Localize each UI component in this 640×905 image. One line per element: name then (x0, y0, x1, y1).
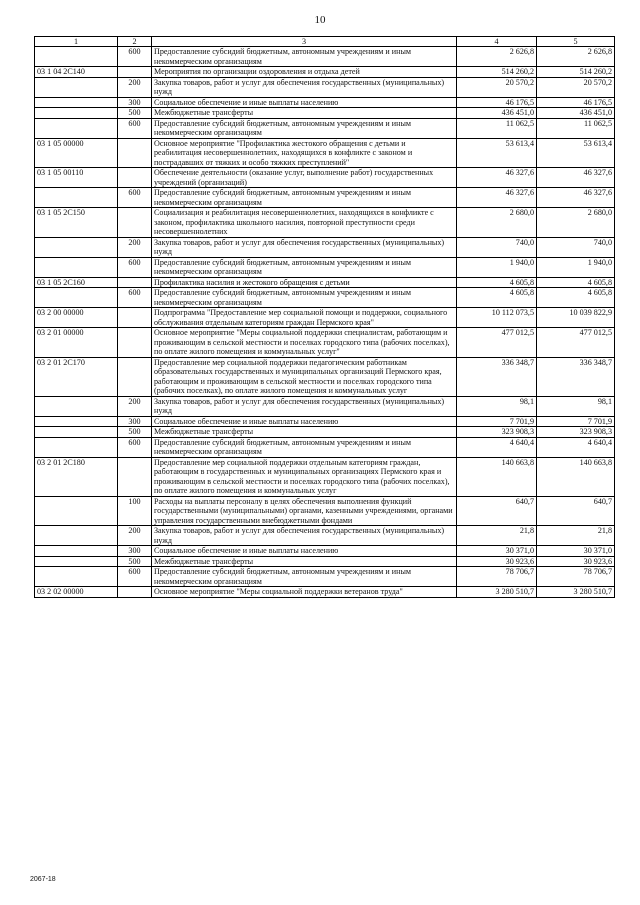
row-value-col5: 11 062,5 (537, 118, 615, 138)
row-value-col4: 1 940,0 (457, 257, 537, 277)
row-expense-type: 600 (118, 47, 152, 67)
row-value-col4: 21,8 (457, 526, 537, 546)
row-value-col4: 2 626,8 (457, 47, 537, 67)
row-code (35, 427, 118, 438)
row-code (35, 567, 118, 587)
row-value-col4: 53 613,4 (457, 138, 537, 168)
row-value-col5: 640,7 (537, 496, 615, 526)
row-code (35, 526, 118, 546)
table-row (35, 168, 615, 188)
row-value-col5: 46 327,6 (537, 168, 615, 188)
row-expense-type: 500 (118, 556, 152, 567)
table-row (35, 208, 615, 238)
row-name: Обеспечение деятельности (оказание услуг, выполнение работ) государственных учреждений (организаций) (152, 168, 457, 188)
row-code (35, 546, 118, 557)
row-code: 03 1 05 2C150 (35, 208, 118, 238)
row-value-col5: 4 605,8 (537, 288, 615, 308)
row-value-col5: 4 640,4 (537, 437, 615, 457)
row-value-col5: 477 012,5 (537, 328, 615, 358)
row-code (35, 108, 118, 119)
row-value-col5: 2 680,0 (537, 208, 615, 238)
table-row (35, 427, 615, 438)
row-value-col4: 640,7 (457, 496, 537, 526)
row-name: Социализация и реабилитация несовершеннолетних, находящихся в конфликте с законом, профилактика школьного насилия, повторной преступности среди несовершеннолетних (152, 208, 457, 238)
table-row (35, 357, 615, 396)
row-value-col5: 20 570,2 (537, 77, 615, 97)
table-row (35, 288, 615, 308)
row-expense-type: 200 (118, 396, 152, 416)
row-value-col5: 514 260,2 (537, 67, 615, 78)
row-name: Предоставление субсидий бюджетным, автономным учреждениям и иным некоммерческим организациям (152, 188, 457, 208)
row-value-col5: 323 908,3 (537, 427, 615, 438)
row-expense-type: 600 (118, 188, 152, 208)
row-value-col5: 46 176,5 (537, 97, 615, 108)
table-row (35, 257, 615, 277)
row-value-col4: 7 701,9 (457, 416, 537, 427)
row-value-col5: 336 348,7 (537, 357, 615, 396)
row-name: Социальное обеспечение и иные выплаты населению (152, 97, 457, 108)
row-name: Предоставление мер социальной поддержки педагогическим работникам образовательных государственных и муниципальных организаций Пермского края, работающим и проживающим в сельской местности и поселках городского типа (рабочих поселках), по оплате жилого помещения и коммунальных услуг (152, 357, 457, 396)
row-value-col5: 10 039 822,9 (537, 308, 615, 328)
row-name: Профилактика насилия и жестокого обращения с детьми (152, 277, 457, 288)
row-value-col5: 78 706,7 (537, 567, 615, 587)
row-value-col4: 30 371,0 (457, 546, 537, 557)
row-expense-type (118, 308, 152, 328)
row-value-col5: 3 280 510,7 (537, 587, 615, 598)
row-name: Социальное обеспечение и иные выплаты населению (152, 546, 457, 557)
table-row (35, 77, 615, 97)
row-code (35, 77, 118, 97)
row-code (35, 437, 118, 457)
table-row (35, 546, 615, 557)
row-name: Предоставление субсидий бюджетным, автономным учреждениям и иным некоммерческим организациям (152, 567, 457, 587)
header-col-4: 4 (457, 37, 537, 47)
row-name: Закупка товаров, работ и услуг для обеспечения государственных (муниципальных) нужд (152, 396, 457, 416)
row-value-col4: 30 923,6 (457, 556, 537, 567)
row-code: 03 2 01 00000 (35, 328, 118, 358)
row-value-col4: 4 605,8 (457, 288, 537, 308)
row-code (35, 118, 118, 138)
row-value-col4: 46 176,5 (457, 97, 537, 108)
row-value-col4: 740,0 (457, 237, 537, 257)
row-value-col5: 30 923,6 (537, 556, 615, 567)
row-value-col4: 140 663,8 (457, 457, 537, 496)
row-name: Предоставление субсидий бюджетным, автономным учреждениям и иным некоммерческим организациям (152, 47, 457, 67)
row-expense-type (118, 208, 152, 238)
row-code (35, 396, 118, 416)
row-value-col4: 46 327,6 (457, 168, 537, 188)
table-row (35, 277, 615, 288)
table-row (35, 416, 615, 427)
table-row (35, 118, 615, 138)
row-value-col5: 2 626,8 (537, 47, 615, 67)
row-value-col4: 11 062,5 (457, 118, 537, 138)
row-name: Основное мероприятие "Меры социальной поддержки ветеранов труда" (152, 587, 457, 598)
row-name: Предоставление субсидий бюджетным, автономным учреждениям и иным некоммерческим организациям (152, 257, 457, 277)
row-value-col4: 20 570,2 (457, 77, 537, 97)
row-name: Предоставление субсидий бюджетным, автономным учреждениям и иным некоммерческим организациям (152, 118, 457, 138)
table-row (35, 328, 615, 358)
row-value-col4: 323 908,3 (457, 427, 537, 438)
row-expense-type: 600 (118, 288, 152, 308)
page-number: 10 (314, 14, 326, 26)
row-name: Межбюджетные трансферты (152, 108, 457, 119)
row-name: Закупка товаров, работ и услуг для обеспечения государственных (муниципальных) нужд (152, 237, 457, 257)
row-expense-type (118, 457, 152, 496)
row-value-col5: 30 371,0 (537, 546, 615, 557)
row-name: Закупка товаров, работ и услуг для обеспечения государственных (муниципальных) нужд (152, 526, 457, 546)
row-value-col5: 46 327,6 (537, 188, 615, 208)
row-expense-type: 600 (118, 257, 152, 277)
row-code (35, 496, 118, 526)
header-col-5: 5 (537, 37, 615, 47)
row-expense-type: 600 (118, 567, 152, 587)
row-name: Основное мероприятие "Профилактика жестокого обращения с детьми и реабилитация несовершеннолетних, находящихся в конфликте с законом и пострадавших от тяжких и особо тяжких преступлений" (152, 138, 457, 168)
row-value-col4: 10 112 073,5 (457, 308, 537, 328)
row-value-col4: 46 327,6 (457, 188, 537, 208)
row-code: 03 1 05 2C160 (35, 277, 118, 288)
row-expense-type: 200 (118, 526, 152, 546)
row-expense-type: 100 (118, 496, 152, 526)
table-row (35, 97, 615, 108)
table-row (35, 567, 615, 587)
table-row (35, 396, 615, 416)
row-code (35, 47, 118, 67)
row-name: Предоставление субсидий бюджетным, автономным учреждениям и иным некоммерческим организациям (152, 288, 457, 308)
row-value-col4: 98,1 (457, 396, 537, 416)
row-expense-type: 200 (118, 77, 152, 97)
row-value-col5: 740,0 (537, 237, 615, 257)
row-expense-type (118, 277, 152, 288)
row-code: 03 2 01 2C170 (35, 357, 118, 396)
header-row (35, 37, 615, 47)
row-value-col4: 2 680,0 (457, 208, 537, 238)
row-expense-type: 300 (118, 416, 152, 427)
row-code: 03 1 04 2C140 (35, 67, 118, 78)
table-row (35, 496, 615, 526)
row-expense-type (118, 587, 152, 598)
row-value-col4: 78 706,7 (457, 567, 537, 587)
row-expense-type: 600 (118, 437, 152, 457)
row-name: Расходы на выплаты персоналу в целях обеспечения выполнения функций государственными (муниципальными) органами, казенными учреждениями, органами управления государственными внебюджетными фондами (152, 496, 457, 526)
table-row (35, 237, 615, 257)
row-code: 03 2 01 2C180 (35, 457, 118, 496)
row-code (35, 188, 118, 208)
row-code: 03 1 05 00110 (35, 168, 118, 188)
row-code (35, 556, 118, 567)
budget-table (34, 36, 615, 598)
header-col-2: 2 (118, 37, 152, 47)
row-code (35, 97, 118, 108)
row-expense-type (118, 67, 152, 78)
table-row (35, 587, 615, 598)
footer-note: 2067-18 (30, 876, 56, 883)
table-row (35, 108, 615, 119)
row-value-col5: 4 605,8 (537, 277, 615, 288)
table-row (35, 437, 615, 457)
row-value-col5: 98,1 (537, 396, 615, 416)
row-name: Предоставление мер социальной поддержки отдельным категориям граждан, работающим в государственных и муниципальных организациях Пермского края и проживающим в сельской местности и поселках городского типа (рабочих поселках), по оплате жилого помещения и коммунальных услуг (152, 457, 457, 496)
row-expense-type: 200 (118, 237, 152, 257)
row-expense-type: 600 (118, 118, 152, 138)
row-value-col4: 477 012,5 (457, 328, 537, 358)
row-code (35, 237, 118, 257)
row-value-col4: 3 280 510,7 (457, 587, 537, 598)
row-expense-type (118, 328, 152, 358)
row-name: Мероприятия по организации оздоровления и отдыха детей (152, 67, 457, 78)
row-code: 03 2 02 00000 (35, 587, 118, 598)
row-value-col5: 140 663,8 (537, 457, 615, 496)
row-name: Основное мероприятие "Меры социальной поддержки специалистам, работающим и проживающим в сельской местности и поселках городского типа (рабочих поселках), по оплате жилого помещения и коммунальных услуг" (152, 328, 457, 358)
header-col-3: 3 (152, 37, 457, 47)
row-expense-type: 500 (118, 427, 152, 438)
row-code (35, 257, 118, 277)
row-name: Предоставление субсидий бюджетным, автономным учреждениям и иным некоммерческим организациям (152, 437, 457, 457)
row-expense-type (118, 138, 152, 168)
row-value-col4: 514 260,2 (457, 67, 537, 78)
row-name: Подпрограмма "Предоставление мер социальной помощи и поддержки, социального обслуживания отдельным категориям граждан Пермского края" (152, 308, 457, 328)
row-name: Закупка товаров, работ и услуг для обеспечения государственных (муниципальных) нужд (152, 77, 457, 97)
row-expense-type (118, 357, 152, 396)
row-value-col4: 4 640,4 (457, 437, 537, 457)
table-row (35, 457, 615, 496)
table-row (35, 526, 615, 546)
row-name: Социальное обеспечение и иные выплаты населению (152, 416, 457, 427)
row-name: Межбюджетные трансферты (152, 427, 457, 438)
table-row (35, 138, 615, 168)
row-value-col4: 4 605,8 (457, 277, 537, 288)
header-col-1: 1 (35, 37, 118, 47)
row-expense-type: 300 (118, 546, 152, 557)
row-value-col4: 336 348,7 (457, 357, 537, 396)
table-row (35, 47, 615, 67)
table-row (35, 67, 615, 78)
table-row (35, 556, 615, 567)
table-row (35, 308, 615, 328)
row-value-col5: 436 451,0 (537, 108, 615, 119)
row-code: 03 1 05 00000 (35, 138, 118, 168)
row-value-col5: 21,8 (537, 526, 615, 546)
row-value-col5: 53 613,4 (537, 138, 615, 168)
row-name: Межбюджетные трансферты (152, 556, 457, 567)
row-code (35, 288, 118, 308)
row-value-col5: 1 940,0 (537, 257, 615, 277)
row-expense-type: 500 (118, 108, 152, 119)
row-expense-type (118, 168, 152, 188)
row-value-col5: 7 701,9 (537, 416, 615, 427)
row-expense-type: 300 (118, 97, 152, 108)
row-value-col4: 436 451,0 (457, 108, 537, 119)
table-row (35, 188, 615, 208)
row-code (35, 416, 118, 427)
row-code: 03 2 00 00000 (35, 308, 118, 328)
